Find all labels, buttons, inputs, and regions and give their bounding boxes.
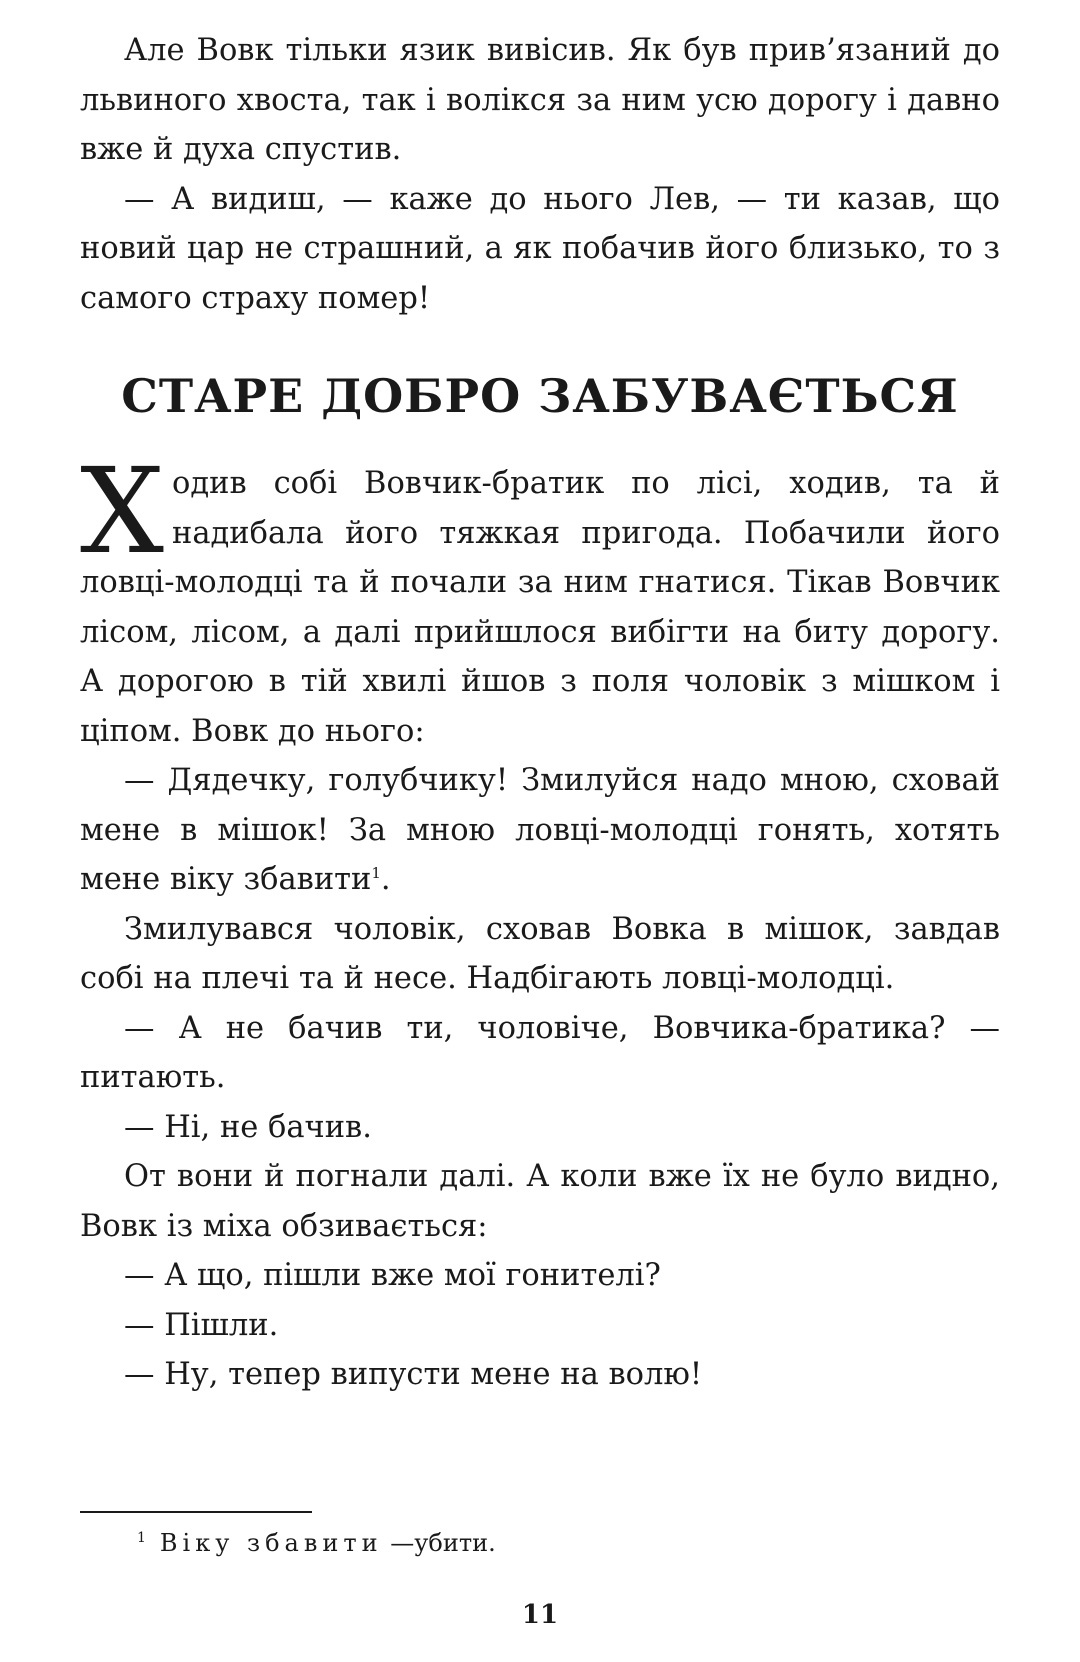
main-text [80, 26, 1000, 1400]
paragraph: Але Вовк тільки язик вивісив. Як був прив’язаний до львиного хвоста, так і волікся за ним усю дорогу і давно вже й духа спустив. [80, 33, 1000, 167]
footnote-number: 1 [137, 1530, 146, 1546]
paragraph: — Ні, не бачив. [124, 1109, 372, 1145]
story-title: СТАРЕ ДОБРО ЗАБУВАЄТЬСЯ [121, 369, 959, 423]
paragraph: От вони й погнали далі. А коли вже їх не було видно, Вовк із міха обзивається: [80, 1159, 1000, 1244]
opening-paragraph-text: одив собі Вовчик-братик по лісі, ходив, та й надибала його тяжкая пригода. Побачили його ловці-молодці та й почали за ним гнатися. Тікав Вовчик лісом, лісом, а далі прийшлося вибігти на биту дорогу. А дорогою в тій хвилі йшов з поля чоловік з мішком і ціпом. Вовк до нього: [80, 466, 1000, 749]
paragraph: — А що, пішли вже мої гонителі? [124, 1258, 661, 1293]
paragraph: — А не бачив ти, чоловіче, Вовчика-братика? — питають. [80, 1010, 1000, 1095]
paragraph: Змилувався чоловік, сховав Вовка в мішок, завдав собі на плечі та й несе. Надбігають ловці-молодці. [80, 911, 1000, 996]
page-number: 11 [521, 1600, 559, 1630]
footnote-divider [80, 1511, 312, 1513]
paragraph: — Пішли. [124, 1307, 279, 1343]
footnote [137, 1520, 997, 1561]
footnote-reference[interactable]: 1 [371, 863, 381, 882]
opening-paragraph [80, 442, 1000, 756]
paragraph-with-footnote [80, 756, 1000, 905]
dialog-text-end: . [380, 862, 391, 897]
footnote-definition: —убити. [382, 1529, 496, 1557]
paragraph: — Ну, тепер випусти мене на волю! [124, 1357, 703, 1392]
paragraph: — А видиш, — каже до нього Лев, — ти казав, що новий цар не страшний, а як побачив його близько, то з самого страху помер! [80, 181, 1000, 316]
dialog-text: — Дядечку, голубчику! Змилуйся надо мною, сховай мене в мішок! За мною ловці-молодці гонять, хотять мене віку збавити [80, 763, 1000, 897]
drop-cap: Х [80, 442, 165, 580]
footnote-term: Віку збавити [159, 1529, 383, 1557]
